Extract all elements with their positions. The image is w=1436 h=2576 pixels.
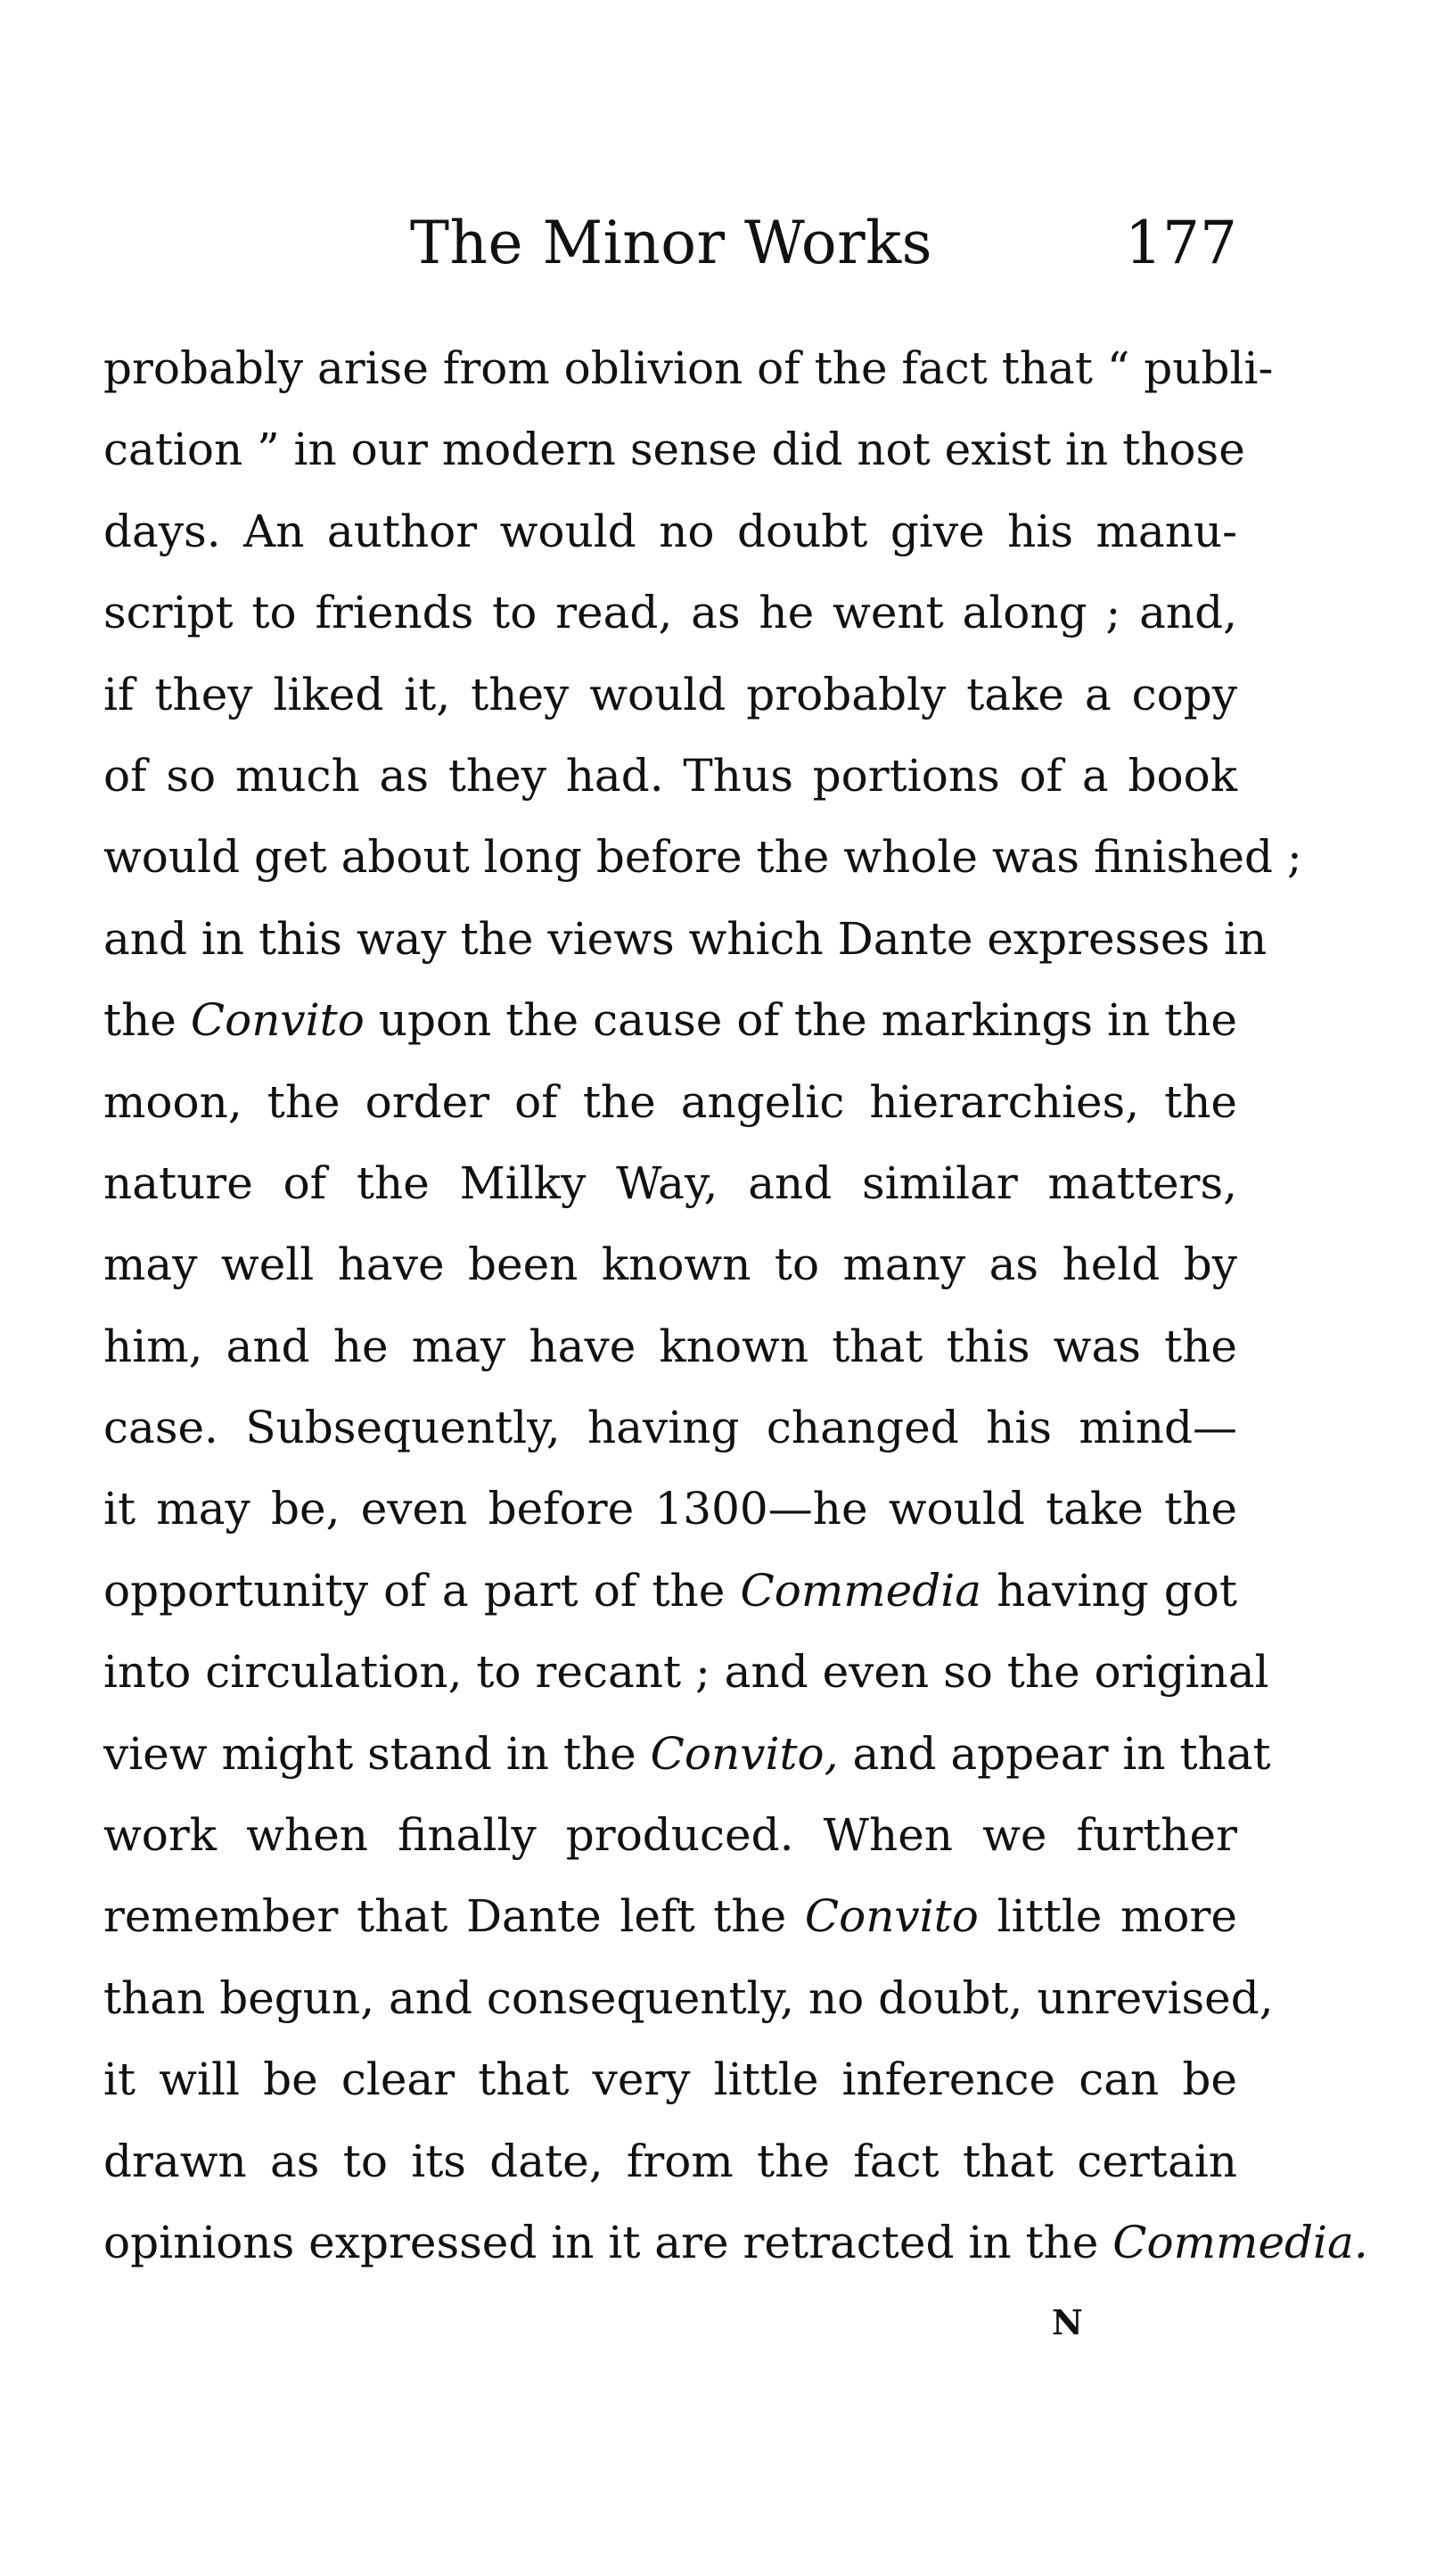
italic-title: Convito, xyxy=(650,1727,839,1780)
body-text xyxy=(103,328,1368,2284)
page-number: 177 xyxy=(1125,209,1237,277)
page-header xyxy=(0,203,1436,284)
text-line: it may be, even before 1300—he would take the xyxy=(103,1483,1237,1535)
text-line: opinions expressed in it are retracted in the Commedia. xyxy=(103,2216,1368,2268)
italic-title: Convito xyxy=(190,994,365,1047)
running-title: The Minor Works xyxy=(410,209,933,277)
italic-title: Commedia. xyxy=(1112,2216,1368,2268)
text-line: drawn as to its date, from the fact that certain xyxy=(103,2135,1237,2187)
text-line: script to friends to read, as he went along ; and, xyxy=(103,587,1237,639)
text-line: cation ” in our modern sense did not exist in those xyxy=(103,424,1245,476)
text-line: view might stand in the Convito, and appear in that xyxy=(103,1727,1271,1780)
text-line: remember that Dante left the Convito little more xyxy=(103,1890,1237,1943)
text-line: him, and he may have known that this was the xyxy=(103,1320,1237,1372)
text-line: than begun, and consequently, no doubt, unrevised, xyxy=(103,1971,1274,2024)
text-line: probably arise from oblivion of the fact that “ publi- xyxy=(103,342,1274,394)
text-line: the Convito upon the cause of the markings in the xyxy=(103,994,1237,1047)
text-line: of so much as they had. Thus portions of a book xyxy=(103,749,1237,802)
italic-title: Convito xyxy=(804,1890,979,1943)
text-line: case. Subsequently, having changed his mind— xyxy=(103,1402,1237,1454)
text-line: and in this way the views which Dante expresses in xyxy=(103,912,1268,965)
signature-mark: N xyxy=(1052,2302,1083,2342)
text-line: it will be clear that very little inference can be xyxy=(103,2053,1237,2106)
text-line: work when finally produced. When we further xyxy=(103,1809,1237,1862)
text-line: may well have been known to many as held by xyxy=(103,1239,1237,1291)
text-line: into circulation, to recant ; and even so the original xyxy=(103,1646,1269,1699)
text-line: if they liked it, they would probably take a copy xyxy=(103,668,1237,720)
italic-title: Commedia xyxy=(740,1564,982,1617)
text-line: moon, the order of the angelic hierarchies, the xyxy=(103,1075,1237,1128)
text-line: opportunity of a part of the Commedia having got xyxy=(103,1564,1238,1617)
text-line: nature of the Milky Way, and similar matters, xyxy=(103,1156,1237,1209)
text-line: days. An author would no doubt give his manu- xyxy=(103,505,1237,557)
text-line: would get about long before the whole was finished ; xyxy=(103,831,1302,884)
